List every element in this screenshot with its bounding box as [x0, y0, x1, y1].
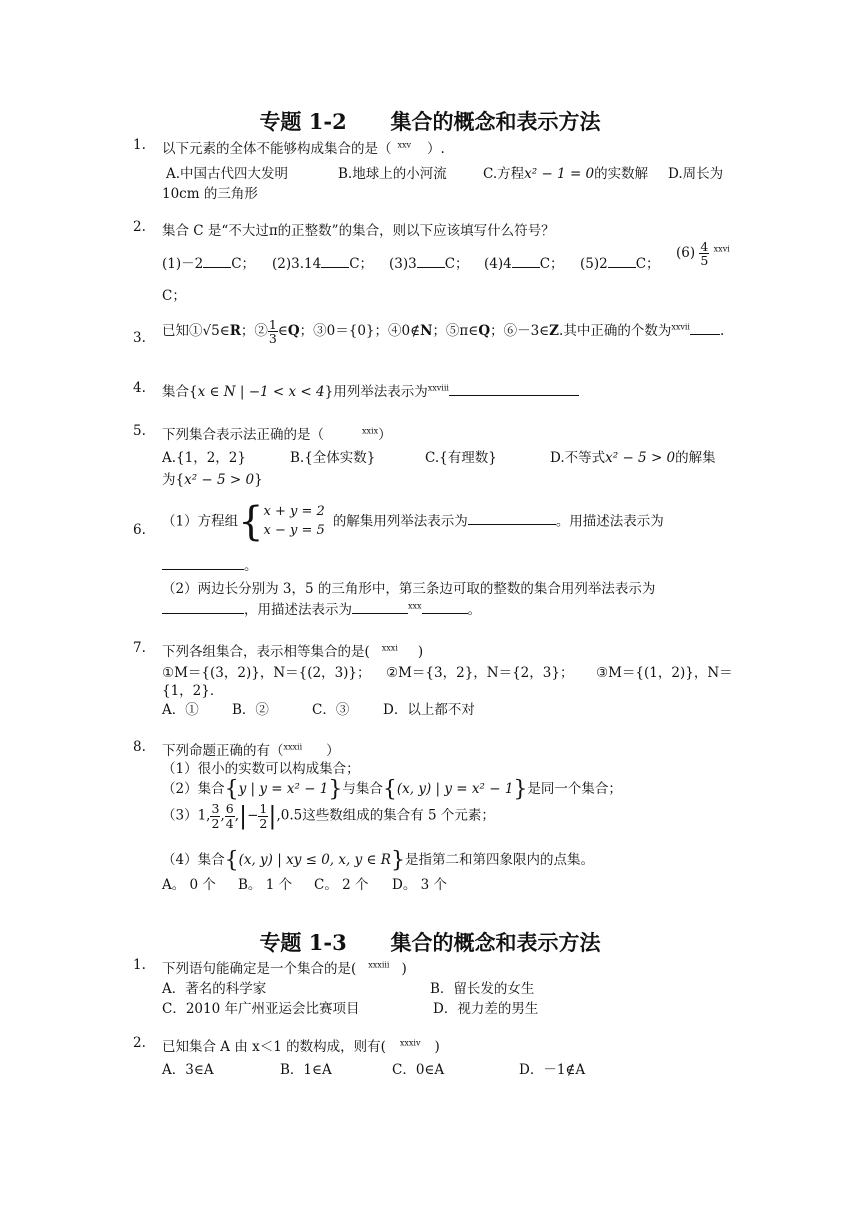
fill-item-6: (6) $\frac{4}{5}$ $^{xxvi}$	[676, 239, 730, 269]
option-b: B.地球上的小河流	[338, 166, 447, 182]
question-number: 2.	[133, 1035, 146, 1051]
fill-item-1: (1)－2 C；	[162, 256, 256, 272]
option-c: C.方程x² − 1 = 0的实数解	[483, 166, 649, 182]
section-title-1-2: 专题 1-2 集合的概念和表示方法	[259, 109, 601, 134]
statement-4: （4）集合{(x, y) | xy ≤ 0, x, y ∈ R}是指第二和第四象限内的点集。	[162, 848, 594, 873]
question-number: 4.	[133, 380, 146, 396]
group-2: ②M＝{3，2}，N＝{2，3}；	[386, 665, 574, 681]
option-b: B．留长发的女生	[430, 981, 535, 997]
fraction: $\frac{3}{2}$	[211, 801, 220, 831]
option-c: C.{有理数}	[425, 450, 497, 466]
group-1: ①M＝{(3，2)}，N＝{(2，3)}；	[162, 665, 371, 681]
option-a: A．①	[162, 702, 199, 718]
fill-item-2: (2)3.14 C；	[272, 256, 374, 272]
question-stem: 集合 C 是“不大过π的正整数”的集合，则以下应该填写什么符号？	[162, 223, 555, 239]
option-d: D.不等式x² − 5 > 0的解集	[550, 450, 716, 466]
question-part-1-continued: 。	[162, 554, 258, 574]
fraction: $\frac{1}{2}$	[259, 801, 268, 831]
option-d: D．以上都不对	[383, 702, 475, 718]
fill-item-5: (5)2 C；	[580, 256, 660, 272]
statement-2: （2）集合{y | y = x² − 1}与集合{(x, y) | y = x² − 1}是同一个集合；	[162, 777, 622, 802]
statement-1: （1）很小的实数可以构成集合；	[162, 761, 360, 777]
option-b: B.{全体实数}	[290, 450, 376, 466]
question-stem: 下列集合表示法正确的是（ $^{xxix}$）	[162, 426, 392, 443]
question-stem: 已知集合 A 由 x＜1 的数构成，则有( $^{xxxiv}$ )	[162, 1038, 440, 1055]
footnote-marker: xxv	[397, 140, 412, 150]
section-title-1-3: 专题 1-3 集合的概念和表示方法	[259, 930, 601, 955]
option-d: D。 3 个	[392, 877, 447, 893]
option-a: A.中国古代四大发明	[166, 166, 289, 182]
option-c: C．0∈A	[392, 1062, 445, 1078]
question-stem: 下列语句能确定是一个集合的是( $^{xxxiii}$ )	[162, 960, 407, 977]
question-stem: 已知①√5∈R；② $\frac{1}{3}$ ∈Q；③0＝{0}；④0∉N；⑤π∈Q；⑥－3∈Z.其中正确的个数为$^{xxvii}$ .	[162, 317, 725, 347]
group-3: ③M＝{(1，2)}，N＝	[596, 665, 733, 681]
question-number: 1.	[133, 957, 146, 973]
question-number: 7.	[133, 640, 146, 656]
fill-item-3: (3)3 C；	[389, 256, 469, 272]
question-number: 2.	[133, 219, 146, 235]
footnote-marker: xxix	[362, 426, 379, 436]
equation-system: x + y = 2 x − y = 5	[263, 504, 325, 538]
statement-3: （3）1, $\frac{3}{2}$ , $\frac{6}{4}$ ,|− $\frac{1}{2}$ |,0.5这些数组成的集合有 5 个元素；	[162, 801, 495, 831]
question-stem: 下列命题正确的有（$^{xxxii}$ ）	[162, 742, 340, 759]
option-a: A。 0 个	[162, 877, 216, 893]
question-stem: 下列各组集合，表示相等集合的是( $^{xxxi}$ )	[162, 643, 424, 660]
option-d: D．视力差的男生	[433, 1001, 539, 1017]
option-c: C．③	[312, 702, 350, 718]
question-part-2: （2）两边长分别为 3，5 的三角形中，第三条边可取的整数的集合用列举法表示为	[162, 581, 656, 597]
fraction: $\frac{4}{5}$	[700, 239, 709, 269]
option-c: C．2010 年广州亚运会比赛项目	[162, 1001, 360, 1017]
option-d-continued: 10cm 的三角形	[162, 186, 258, 202]
footnote-marker: xxvii	[671, 322, 690, 332]
option-d: D．－1∉A	[519, 1062, 586, 1078]
footnote-marker: xxxii	[283, 742, 303, 752]
option-a: A．著名的科学家	[162, 981, 267, 997]
option-a: A．3∈A	[162, 1062, 214, 1078]
option-b: B．1∈A	[280, 1062, 332, 1078]
option-b: B。 1 个	[238, 877, 293, 893]
footnote-marker: xxxiv	[399, 1038, 421, 1048]
option-d-continued: 为{x² − 5 > 0}	[162, 472, 263, 488]
group-3-continued: {1，2}．	[162, 683, 224, 699]
footnote-marker: xxxiii	[368, 960, 390, 970]
option-c: C。 2 个	[314, 877, 369, 893]
footnote-marker: xxx	[408, 601, 422, 611]
option-a: A.{1，2，2}	[162, 450, 246, 466]
question-number: 5.	[133, 423, 146, 439]
option-d: D.周长为	[668, 166, 724, 182]
question-part-2-continued: ，用描述法表示为 $^{xxx}$ 。	[162, 598, 481, 618]
option-b: B．②	[232, 702, 269, 718]
question-part-1: （1）方程组{x + y = 2 x − y = 5的解集用列举法表示为 。用描述法表示为	[162, 498, 664, 545]
fill-item-4: (4)4 C；	[484, 256, 564, 272]
fraction: $\frac{6}{4}$	[225, 801, 234, 831]
question-number: 8.	[133, 739, 146, 755]
footnote-marker: xxxi	[381, 643, 398, 653]
fraction: $\frac{1}{3}$	[268, 317, 277, 347]
footnote-marker: xxvi	[713, 244, 730, 254]
question-number: 1.	[133, 137, 146, 153]
question-stem: 集合{x ∈ N | −1 < x < 4}用列举法表示为$^{xxviii}$	[162, 380, 579, 400]
question-number: 3.	[133, 330, 146, 346]
question-stem: 以下元素的全体不能够构成集合的是（ $^{xxv}$ ）.	[162, 140, 445, 157]
fill-item-6-continued: C；	[162, 288, 186, 304]
question-number: 6.	[133, 522, 146, 538]
footnote-marker: xxviii	[427, 383, 449, 393]
